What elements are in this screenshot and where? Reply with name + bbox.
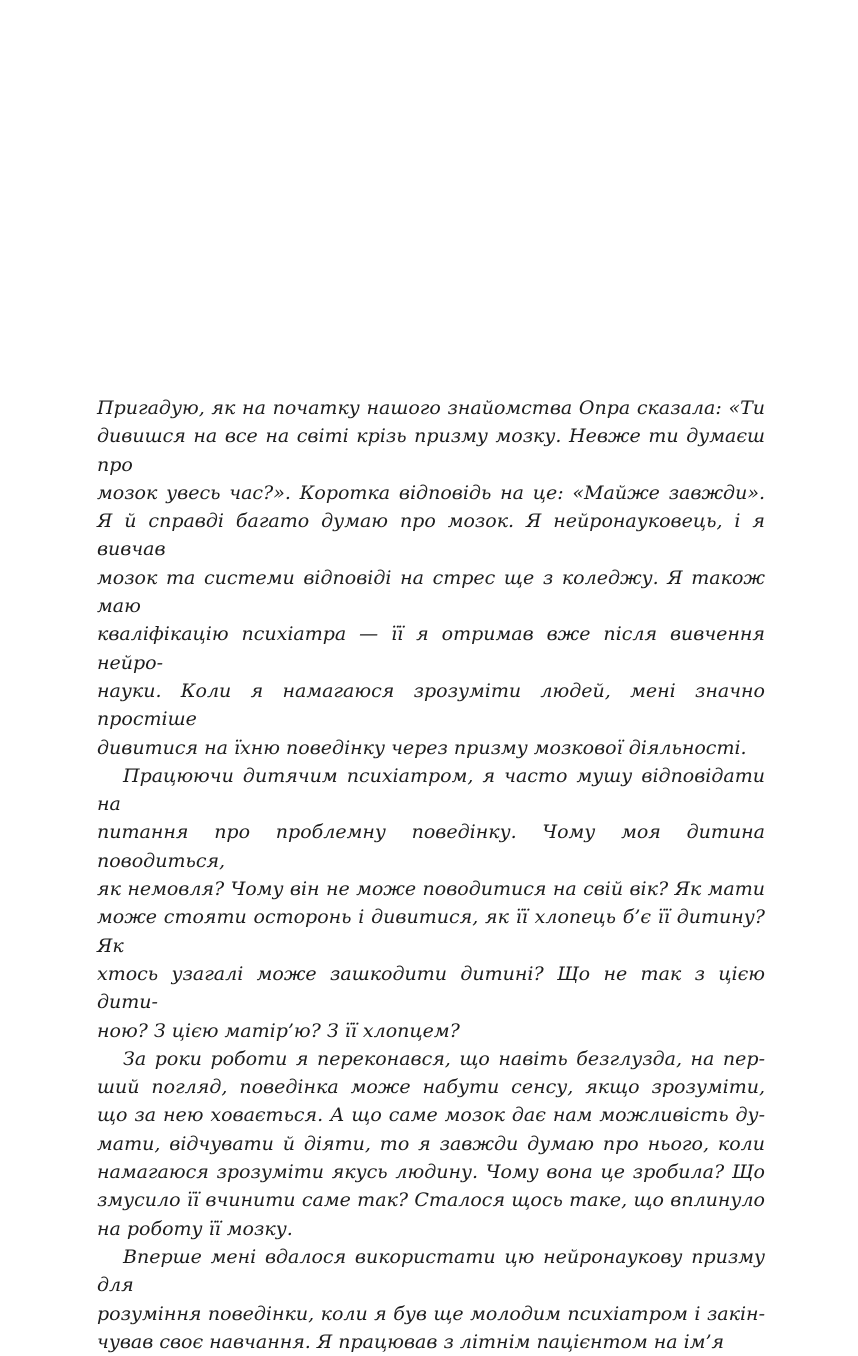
text-line: ною? З цією матір’ю? З її хлопцем? [97,1019,460,1042]
text-line: дивишся на все на світі крізь призму мозку. Невже ти думаєш про [97,425,765,476]
text-line: ший погляд, поведінка може набути сенсу, якщо зрозуміти, [97,1076,765,1099]
text-line: питання про проблемну поведінку. Чому моя дитина поводиться, [97,821,765,872]
text-line: Пригадую, як на початку нашого знайомства Опра сказала: «Ти [97,397,765,419]
text-line: мозок увесь час?». Коротка відповідь на це: «Майже завжди». [97,481,765,504]
paragraph-2 [97,762,765,1045]
text-line: Вперше мені вдалося використати цю нейронаукову призму для [97,1245,765,1297]
text-line: мати, відчувати й діяти, то я завжди думаю про нього, коли [97,1132,765,1155]
text-line: чував своє навчання. Я працював з літнім пацієнтом на ім’я [97,1330,725,1353]
text-line: кваліфікацію психіатра — її я отримав вже після вивчення нейро- [97,623,765,674]
text-line: За роки роботи я переконався, що навіть безглузда, на пер- [123,1047,765,1070]
text-line: хтось узагалі може зашкодити дитині? Що не так з цією дити- [97,962,765,1014]
text-line: розуміння поведінки, коли я був ще молодим психіатром і закін- [97,1302,765,1325]
paragraph-1 [97,394,765,762]
text-line: що за нею ховається. А що саме мозок дає нам можливість ду- [97,1104,765,1127]
text-line: Я й справді багато думаю про мозок. Я нейронауковець, і я вивчав [97,510,765,561]
text-line: змусило її вчинити саме так? Сталося щось таке, що вплинуло [97,1189,765,1212]
text-line: може стояти осторонь і дивитися, як її хлопець б’є її дитину? Як [97,906,765,957]
text-line: намагаюся зрозуміти якусь людину. Чому вона це зробила? Що [97,1161,765,1184]
text-line: дивитися на їхню поведінку через призму мозкової діяльності. [97,736,747,759]
text-line: Працюючи дитячим психіатром, я часто мушу відповідати на [97,764,765,816]
text-block [97,394,765,1356]
paragraph-3 [97,1045,765,1243]
text-line: науки. Коли я намагаюся зрозуміти людей, мені значно простіше [97,679,765,731]
text-line: як немовля? Чому він не може поводитися на свій вік? Як мати [97,878,765,901]
text-line: мозок та системи відповіді на стрес ще з коледжу. Я також маю [97,566,765,618]
paragraph-4 [97,1243,765,1356]
text-line: на роботу її мозку. [97,1217,293,1240]
